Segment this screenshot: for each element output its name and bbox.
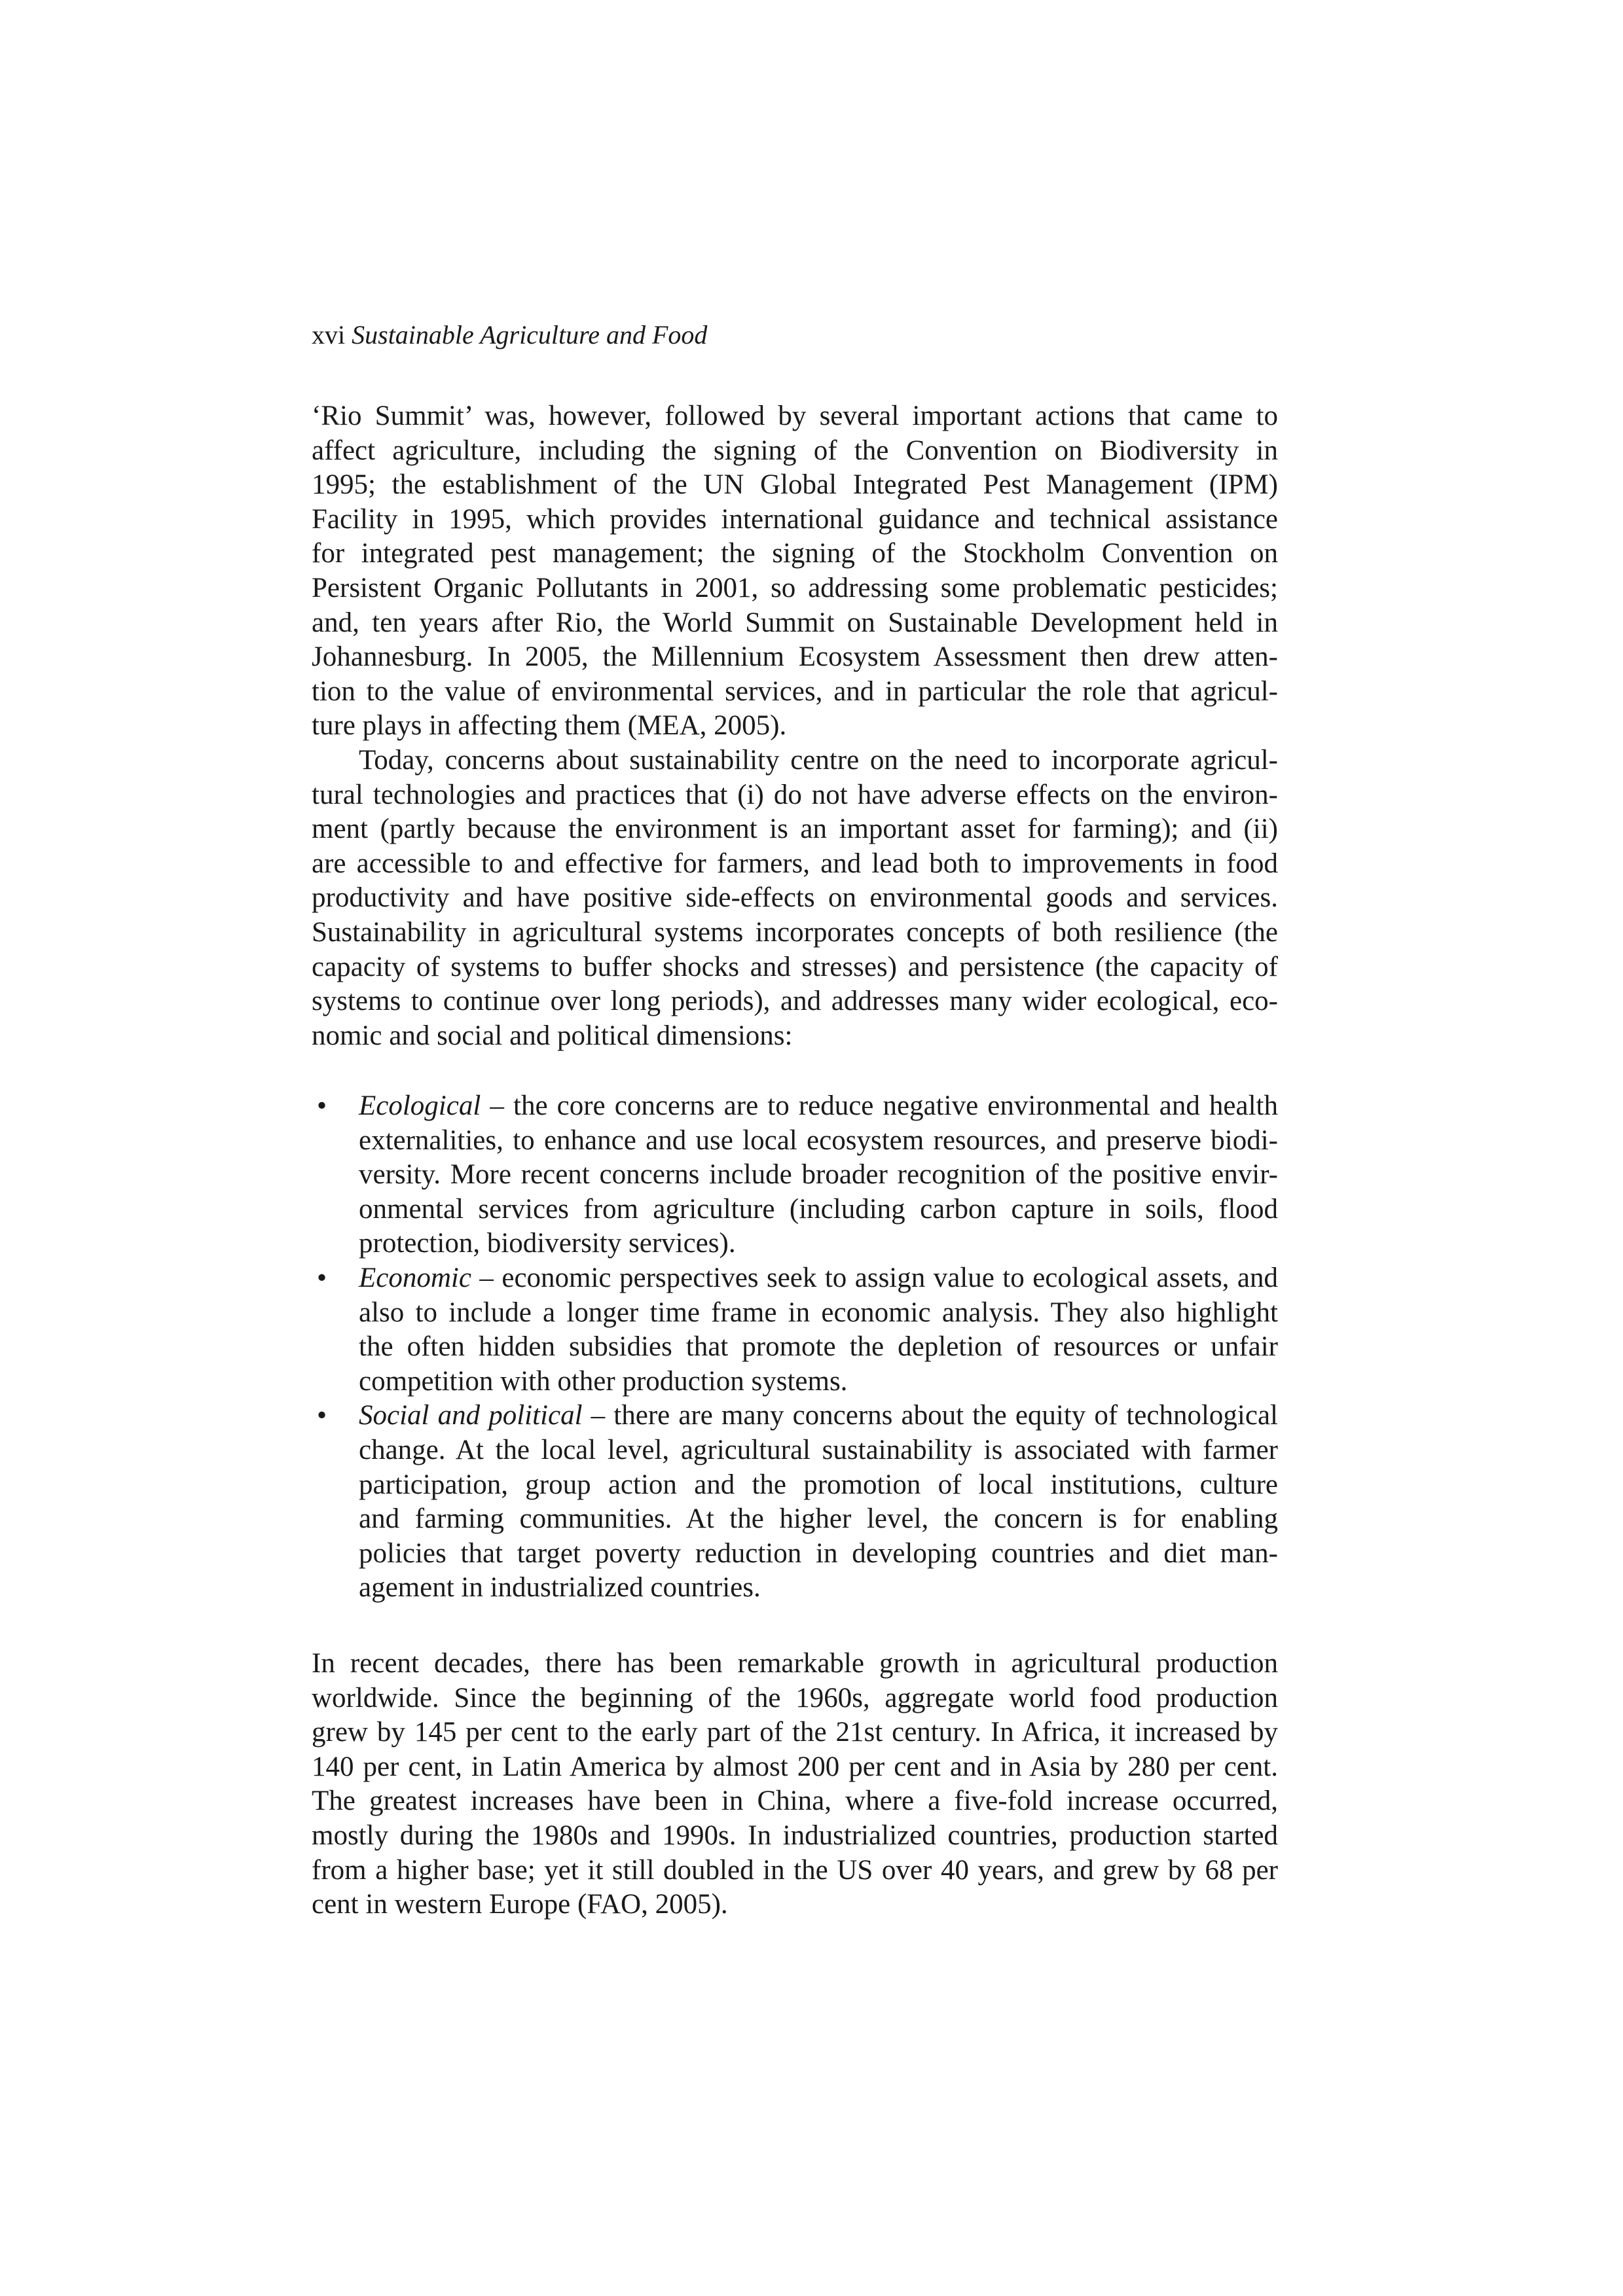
text-line: change. At the local level, agricultural sustainability is associated with farmer bbox=[359, 1434, 1278, 1465]
text-line: ment (partly because the environment is an important asset for farming); and (ii) bbox=[312, 814, 1278, 845]
bullet-text: – economic perspectives seek to assign value to ecological assets, and bbox=[471, 1262, 1278, 1293]
text-line: onmental services from agriculture (including carbon capture in soils, flood bbox=[359, 1193, 1278, 1225]
text-line: externalities, to enhance and use local ecosystem resources, and preserve biodi- bbox=[359, 1124, 1278, 1156]
running-header bbox=[312, 319, 707, 350]
text-line: nomic and social and political dimensions: bbox=[312, 1020, 793, 1051]
text-line: policies that target poverty reduction in developing countries and diet man- bbox=[359, 1537, 1278, 1569]
text-line: ‘Rio Summit’ was, however, followed by several important actions that came to bbox=[312, 401, 1278, 431]
running-title: Sustainable Agriculture and Food bbox=[352, 320, 708, 350]
text-line: from a higher base; yet it still doubled in the US over 40 years, and grew by 68 per bbox=[312, 1854, 1278, 1886]
text-line: 1995; the establishment of the UN Global Integrated Pest Management (IPM) bbox=[312, 469, 1278, 501]
bullet-item bbox=[312, 1399, 1278, 1605]
text-line bbox=[359, 1261, 1278, 1296]
text-line: 140 per cent, in Latin America by almost 200 per cent and in Asia by 280 per cent. bbox=[312, 1751, 1278, 1782]
text-line: ture plays in affecting them (MEA, 2005). bbox=[312, 710, 787, 742]
text-line: tion to the value of environmental services, and in particular the role that agricul- bbox=[312, 675, 1278, 707]
paragraph-3 bbox=[312, 1647, 1278, 1922]
text-line: tural technologies and practices that (i) do not have adverse effects on the environ- bbox=[312, 779, 1278, 810]
text-line: and, ten years after Rio, the World Summit on Sustainable Development held in bbox=[312, 607, 1278, 638]
bullet-list bbox=[312, 1089, 1278, 1605]
paragraph-1 bbox=[312, 399, 1278, 744]
text-line: participation, group action and the promotion of local institutions, culture bbox=[359, 1469, 1278, 1500]
text-line bbox=[359, 1089, 1278, 1124]
text-line: Sustainability in agricultural systems incorporates concepts of both resilience (the bbox=[312, 916, 1278, 948]
text-line: for integrated pest management; the signing of the Stockholm Convention on bbox=[312, 538, 1278, 569]
bullet-icon: • bbox=[317, 1090, 327, 1121]
bullet-icon: • bbox=[317, 1262, 327, 1293]
text-line: versity. More recent concerns include broader recognition of the positive envir- bbox=[359, 1159, 1278, 1191]
text-line: Persistent Organic Pollutants in 2001, so addressing some problematic pesticides; bbox=[312, 572, 1278, 603]
text-line: the often hidden subsidies that promote the depletion of resources or unfair bbox=[359, 1331, 1278, 1363]
bullet-term: Social and political bbox=[359, 1400, 583, 1431]
text-line: cent in western Europe (FAO, 2005). bbox=[312, 1889, 728, 1920]
text-line: Facility in 1995, which provides international guidance and technical assistance bbox=[312, 503, 1278, 535]
bullet-text: – there are many concerns about the equity of technological bbox=[582, 1400, 1278, 1431]
bullet-term: Economic bbox=[359, 1262, 471, 1293]
bullet-item bbox=[312, 1089, 1278, 1261]
bullet-text: – the core concerns are to reduce negative environmental and health bbox=[481, 1090, 1278, 1121]
bullet-term: Ecological bbox=[359, 1090, 481, 1121]
text-line: also to include a longer time frame in economic analysis. They also highlight bbox=[359, 1297, 1278, 1328]
text-line: affect agriculture, including the signing of the Convention on Biodiversity in bbox=[312, 435, 1278, 466]
text-line: mostly during the 1980s and 1990s. In industrialized countries, production started bbox=[312, 1820, 1278, 1851]
text-line: grew by 145 per cent to the early part of the 21st century. In Africa, it increased by bbox=[312, 1717, 1278, 1748]
text-line bbox=[359, 1399, 1278, 1433]
text-line: In recent decades, there has been remarkable growth in agricultural production bbox=[312, 1648, 1278, 1679]
text-line: The greatest increases have been in China, where a five-fold increase occurred, bbox=[312, 1785, 1278, 1817]
text-line: Today, concerns about sustainability centre on the need to incorporate agricul- bbox=[359, 745, 1278, 776]
page-number: xvi bbox=[312, 320, 346, 350]
text-line: competition with other production systems. bbox=[359, 1365, 848, 1397]
text-line: capacity of systems to buffer shocks and stresses) and persistence (the capacity of bbox=[312, 951, 1278, 982]
text-line: systems to continue over long periods), and addresses many wider ecological, eco- bbox=[312, 986, 1278, 1017]
text-line: worldwide. Since the beginning of the 1960s, aggregate world food production bbox=[312, 1682, 1278, 1713]
text-line: productivity and have positive side-effects on environmental goods and services. bbox=[312, 882, 1278, 914]
text-line: protection, biodiversity services). bbox=[359, 1228, 736, 1259]
paragraph-2 bbox=[312, 744, 1278, 1053]
bullet-item bbox=[312, 1261, 1278, 1399]
text-line: are accessible to and effective for farmers, and lead both to improvements in food bbox=[312, 848, 1278, 879]
text-line: and farming communities. At the higher level, the concern is for enabling bbox=[359, 1503, 1278, 1535]
bullet-icon: • bbox=[317, 1400, 327, 1431]
text-line: agement in industrialized countries. bbox=[359, 1572, 761, 1604]
text-line: Johannesburg. In 2005, the Millennium Ecosystem Assessment then drew atten- bbox=[312, 641, 1278, 673]
